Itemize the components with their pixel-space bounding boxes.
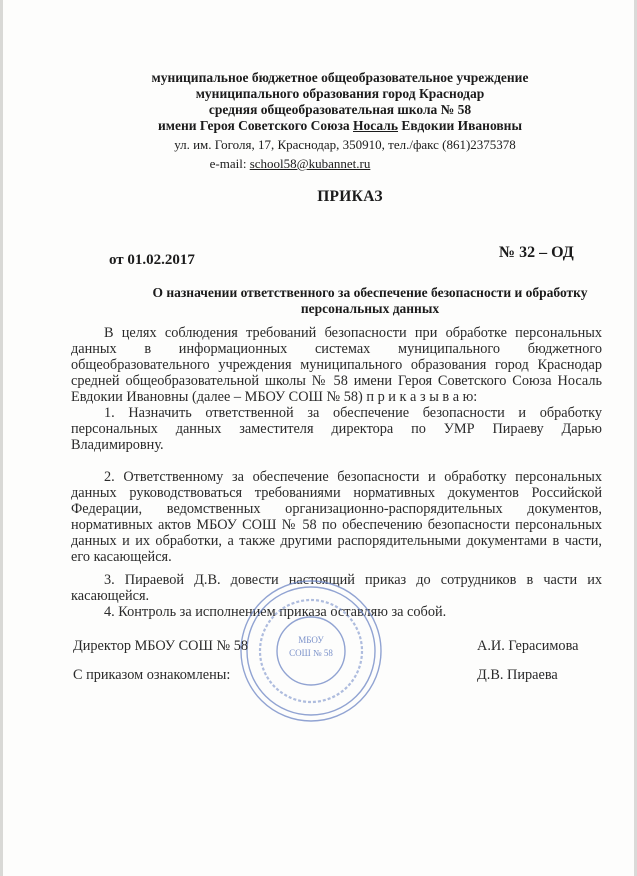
hero-surname: Носаль <box>353 118 399 133</box>
official-stamp <box>236 576 386 726</box>
hero-prefix: имени Героя Советского Союза <box>158 118 354 133</box>
item-line: персональных данных заместителя директора по УМР Пираеву Дарью <box>71 421 602 437</box>
director-name: А.И. Герасимова <box>477 638 579 654</box>
item-line: 4. Контроль за исполнением приказа оставляю за собой. <box>104 604 447 620</box>
item-line: данных руководствоваться требованиями нормативных документов Российской <box>71 485 602 501</box>
acquainted-name: Д.В. Пираева <box>477 667 558 683</box>
scan-edge-left <box>0 0 3 876</box>
org-name-line2: муниципального образования город Краснодар <box>195 86 485 101</box>
item-line: 2. Ответственному за обеспечение безопасности и обработку персональных <box>104 469 602 485</box>
preamble-paragraph <box>71 325 602 405</box>
director-label: Директор МБОУ СОШ № 58 <box>73 638 248 654</box>
order-date: от 01.02.2017 <box>109 252 195 268</box>
hero-suffix: Евдокии Ивановны <box>398 118 522 133</box>
preamble-line: общеобразовательного учреждения муниципального образования город Краснодар <box>71 357 602 373</box>
email-label: e-mail: <box>209 156 250 171</box>
acquainted-label: С приказом ознакомлены: <box>73 667 231 683</box>
order-subject-line1: О назначении ответственного за обеспечение безопасности и обработку <box>152 285 588 300</box>
stamp-text-line1: МБОУ <box>298 635 324 645</box>
stamp-text-line2: СОШ № 58 <box>289 648 333 658</box>
org-name-line3: средняя общеобразовательная школа № 58 <box>208 102 472 117</box>
item-line: нормативных актов МБОУ СОШ № 58 по обеспечению безопасности персональных <box>71 517 602 533</box>
org-name-line1: муниципальное бюджетное общеобразовательное учреждение <box>151 70 529 85</box>
org-address: ул. им. Гоголя, 17, Краснодар, 350910, тел./факс (861)2375378 <box>174 137 516 152</box>
org-hero-line <box>40 118 637 133</box>
order-item-1 <box>71 405 602 453</box>
preamble-line: Евдокии Ивановны (далее – МБОУ СОШ № 58) п р и к а з ы в а ю: <box>71 389 478 405</box>
item-line: касающейся. <box>71 588 150 604</box>
order-item-2 <box>71 469 602 565</box>
item-line: его касающейся. <box>71 549 172 565</box>
item-line: 1. Назначить ответственной за обеспечение безопасности и обработку <box>104 405 602 421</box>
preamble-line: средней общеобразовательной школы № 58 имени Героя Советского Союза Носаль <box>71 373 602 389</box>
org-email-line <box>0 156 590 171</box>
email-link[interactable]: school58@kubannet.ru <box>249 156 371 171</box>
item-line: 3. Пираевой Д.В. довести настоящий приказ до сотрудников в части их <box>104 572 602 588</box>
item-line: данных и их обработки, а также другими распорядительными документами в части, <box>71 533 602 549</box>
order-number: № 32 – ОД <box>499 244 574 261</box>
item-line: Владимировну. <box>71 437 164 453</box>
item-line: Федерации, ведомственных организационно-распорядительных документов, <box>71 501 602 517</box>
order-subject-line2: персональных данных <box>300 301 440 316</box>
page-title: ПРИКАЗ <box>317 188 383 205</box>
preamble-line: данных в информационных системах муниципального бюджетного <box>71 341 602 357</box>
preamble-line: В целях соблюдения требований безопасности при обработке персональных <box>104 325 602 341</box>
